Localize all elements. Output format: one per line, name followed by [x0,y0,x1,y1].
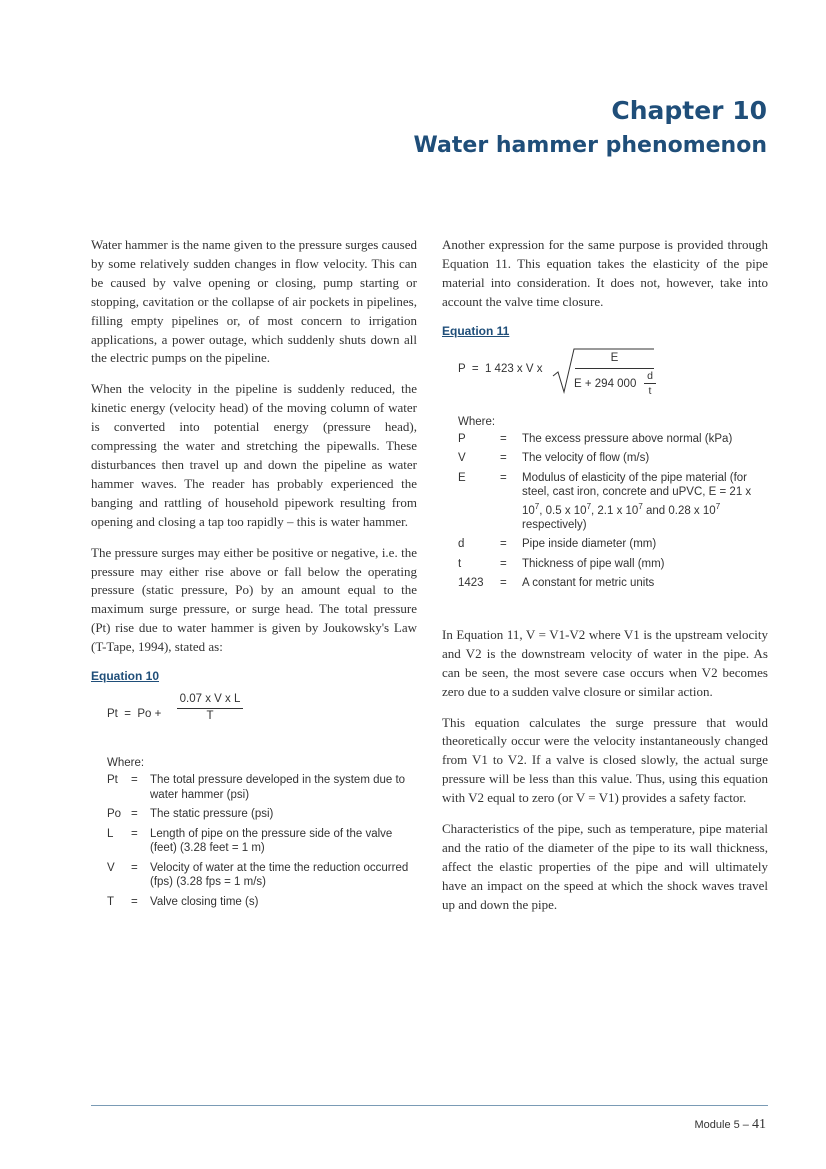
equation-11-lhs: P = 1 423 x V x [458,362,543,375]
left-column [91,236,417,914]
definition-row: t = Thickness of pipe wall (mm) [458,557,665,570]
chapter-title: Water hammer phenomenon [413,133,767,158]
definition-row: V = Velocity of water at the time the reduction occurred (fps) (3.28 fps = 1 m/s) [107,861,409,889]
paragraph: In Equation 11, V = V1-V2 where V1 is the upstream velocity and V2 is the downstream velocity of water in the pipe. As can be seen, the most severe case occurs when V2 becomes zero due to a sudden valve closure or similar action. [442,626,768,699]
d-over-t-denominator: t [648,384,652,397]
equation-10-denominator: T [206,710,214,723]
definition-row: d = Pipe inside diameter (mm) [458,538,657,551]
paragraph: Water hammer is the name given to the pressure surges caused by some relatively sudden changes in flow velocity. This can be caused by valve opening or closing, pump starting or stopping, cavitation or the collapse of air pockets in pipelines, filling empty pipelines or, of most concern to irrigation applications, a power outage, which suddenly shuts down all the electric pumps on the pipeline. [91,237,417,366]
fraction-bar [575,368,654,369]
chapter-number: Chapter 10 [611,96,767,125]
definition-row: 1423 = A constant for metric units [458,577,655,590]
definition-row: E = Modulus of elasticity of the pipe material (for steel, cast iron, concrete and uPVC, E = 21 x $10^7$, 0.5 x $10^7$, 2.1 x $10^7$ and 0.28 x $10^7$ respectively) [458,471,768,533]
equation-10-numerator: 0.07 x V x L [179,693,241,706]
where-label: Where: [458,415,496,428]
paragraph: This equation calculates the surge pressure that would theoretically occur were the velocity instantaneously changed from V1 to V2. If a valve is closed slowly, the actual surge pressure will be less than this value. Thus, using this equation with V2 equal to zero (or V = V1) provides a safety factor. [442,714,768,806]
equation-11-definitions [458,416,768,591]
module-label: Module 5 – [694,1119,749,1131]
equation-11-label: Equation 11 [442,323,510,338]
footer-divider [91,1105,768,1106]
equation-10-label: Equation 10 [91,669,160,684]
equation-11-numerator: E [610,351,619,364]
paragraph: Characteristics of the pipe, such as temperature, pipe material and the ratio of the diameter of the pipe to its wall thickness, affect the elastic properties of the pipe and will ultimately have an impact on the speed at which the shock waves travel up and down the pipe. [442,821,768,912]
paragraph: When the velocity in the pipeline is suddenly reduced, the kinetic energy (velocity head) of the moving column of water is converted into potential energy (pressure head), compressing the water and stretching the pipewalls. These disturbances then travel up and down the pipeline as water hammer waves. The reader has probably experienced the banging and rattling of household pipework resulting from opening and closing a tap too rapidly – this is water hammer. [91,381,417,529]
chapter-heading [414,95,767,161]
equation-10-definitions [107,757,417,909]
equation-11-denominator: E + 294 000 [574,377,637,390]
equation-10 [107,693,417,737]
definition-row: Pt = The total pressure developed in the system due to water hammer (psi) [107,774,406,801]
page-number: 41 [752,1117,766,1132]
equation-10-lhs: Pt = Po + [107,708,162,721]
paragraph: The pressure surges may either be positive or negative, i.e. the pressure may either rise above or fall below the operating pressure (static pressure, Po) by an amount equal to the maximum surge pressure, or surge head. The total pressure (Pt) rise due to water hammer is given by Joukowsky's Law (T-Tape, 1994), stated as: [91,544,417,655]
modulus-definition: Modulus of elasticity of the pipe material (for steel, cast iron, concrete and uPVC, E = 21 x $10^7$, 0.5 x $10^7$, 2.1 x $10^7$ and 0.28 x $10^7$ respectively) [522,471,752,531]
paragraph: Another expression for the same purpose is provided through Equation 11. This equation takes the elasticity of the pipe material into consideration. It does not, however, take into account the valve time closure. [442,237,768,309]
fraction-bar [177,708,243,709]
equation-11 [458,348,768,408]
definition-row: P = The excess pressure above normal (kPa) [458,432,733,445]
definition-row: T = Valve closing time (s) [107,895,259,908]
page-footer [695,1117,767,1133]
right-column [442,236,768,927]
d-over-t-numerator: d [647,369,653,382]
definition-row: V = The velocity of flow (m/s) [458,452,650,465]
definition-row: L = Length of pipe on the pressure side of the valve (feet) (3.28 feet = 1 m) [107,827,393,855]
where-label: Where: [107,757,145,770]
fraction-bar [644,383,656,384]
definition-row: Po = The static pressure (psi) [107,808,274,821]
